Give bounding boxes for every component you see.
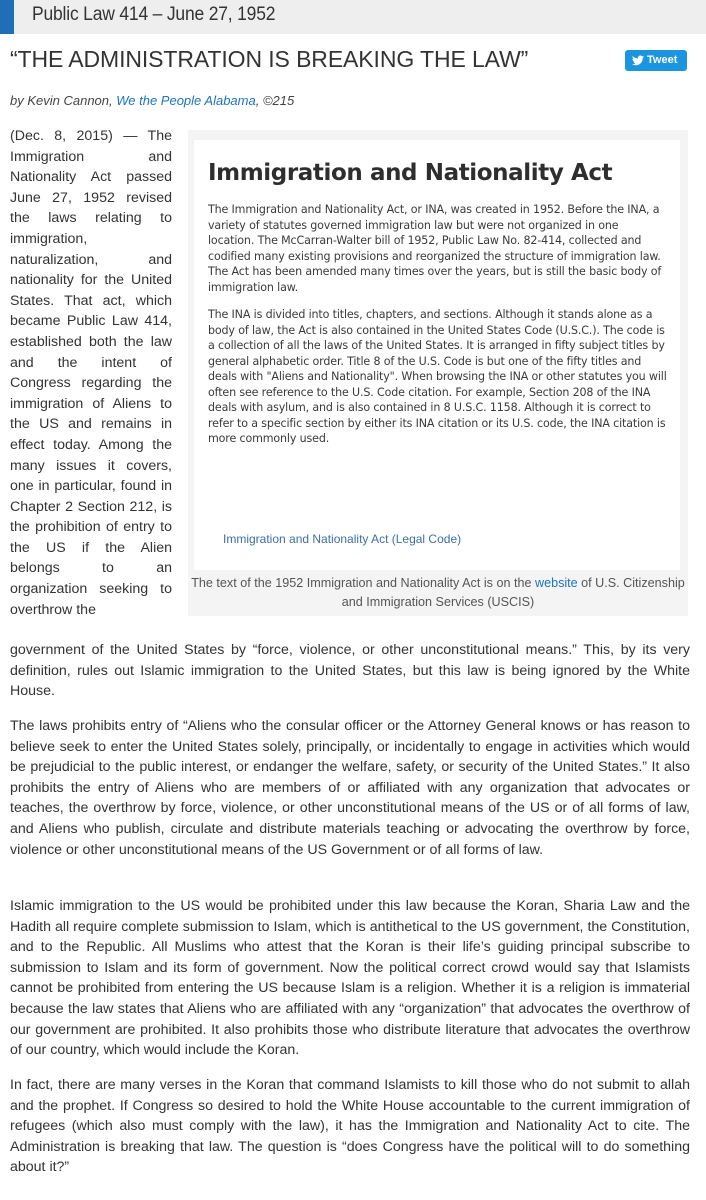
caption-suffix: of U.S. Citizenship and Immigration Services (USCIS) xyxy=(341,576,685,609)
paragraph-2: The laws prohibits entry of “Aliens who the consular officer or the Attorney General knows or has reason to believe seek to enter the United States solely, principally, or incidentally to engage in activities which would be prejudicial to the public interest, or endanger the welfare, safety, or security of the United States.” It also prohibits the entry of Aliens who are members of or affiliated with any organization that advocates or teaches, the overthrow by force, violence, or other unconstitutional means of the US or of all forms of law, and Aliens who publish, circulate and distribute materials teaching or advocating the overthrow by force, violence or other unconstitutional means of the US Government or of all forms of law. xyxy=(10,718,690,858)
byline-source-link[interactable]: We the People Alabama xyxy=(116,93,256,108)
caption-prefix: The text of the 1952 Immigration and Nationality Act is on the xyxy=(191,576,535,590)
figure-title: Immigration and Nationality Act xyxy=(208,160,613,186)
paragraph-4: In fact, there are many verses in the Koran that command Islamists to kill those who do not submit to allah and the prophet. If Congress so desired to hold the White House accountable to the current immigration of refugees (which also must comply with the law), it has the Immigration and Nationality Act to cite. The Administration is breaking that law. The question is “does Congress have the political will to do something about it?” xyxy=(10,1077,690,1176)
caption-website-link[interactable]: website xyxy=(534,576,578,590)
header-accent-bar xyxy=(0,0,14,34)
article-headline: “THE ADMINISTRATION IS BREAKING THE LAW” xyxy=(10,46,529,72)
ina-screenshot xyxy=(194,140,680,570)
tweet-button[interactable] xyxy=(625,50,687,71)
header-title: Public Law 414 – June 27, 1952 xyxy=(32,4,276,25)
byline xyxy=(10,93,294,108)
legal-code-link[interactable]: Immigration and Nationality Act (Legal Code) xyxy=(223,532,462,546)
intro-column: (Dec. 8, 2015) — The Immigration and Nationality Act passed June 27, 1952 revised the laws relating to immigration, naturalization, and nationality for the United States. That act, which became Public Law 414, established both the law and the intent of Congress regarding the immigration of Aliens to the US and remains in effect today. Among the many issues it covers, one in particular, found in Chapter 2 Section 212, is the prohibition of entry to the US if the Alien belongs to an organization seeking to overthrow the xyxy=(10,128,172,618)
header-bar xyxy=(0,0,706,34)
figure-caption xyxy=(188,574,688,612)
byline-suffix: , ©215 xyxy=(255,93,295,108)
twitter-bird-icon xyxy=(632,55,644,66)
figure-paragraph-2: The INA is divided into titles, chapters, and sections. Although it stands alone as a body of law, the Act is also contained in the United States Code (U.S.C.). The code is a collection of all the laws of the United States. It is arranged in fifty subject titles by general alphabetic order. Title 8 of the U.S. Code is but one of the fifty titles and deals with "Aliens and Nationality". When browsing the INA or other statutes you will often see reference to the U.S. Code citation. For example, Section 208 of the INA deals with asylum, and is also contained in 8 U.S.C. 1158. Although it is correct to refer to a specific section by either its INA citation or its U.S. code, the INA citation is more commonly used. xyxy=(208,308,667,445)
paragraph-3: Islamic immigration to the US would be prohibited under this law because the Koran, Sharia Law and the Hadith all require complete submission to Islam, which is antithetical to the US government, the Constitution, and to the Republic. All Muslims who attest that the Koran is their life’s guiding principal subscribe to submission to Islam and its form of government. Now the political correct crowd would say that Islamists cannot be prohibited from entering the US because Islam is a religion. Whether it is a religion is immaterial because the law states that Aliens who are affiliated with any “organization” that advocates the overthrow of our government are prohibited. It also prohibits those who distribute literature that advocates the overthrow of our country, which would include the Koran. xyxy=(10,898,690,1059)
ina-figure xyxy=(188,130,688,616)
figure-paragraph-1: The Immigration and Nationality Act, or INA, was created in 1952. Before the INA, a variety of statutes governed immigration law but were not organized in one location. The McCarran-Walter bill of 1952, Public Law No. 82-414, collected and codified many existing provisions and reorganized the structure of immigration law. The Act has been amended many times over the years, but is still the basic body of immigration law. xyxy=(208,203,662,294)
intro-continuation: government of the United States by “force, violence, or other unconstitutional means.” This, by its very definition, rules out Islamic immigration to the United States, but this law is being ignored by the White House. xyxy=(10,642,690,700)
tweet-label: Tweet xyxy=(647,54,678,66)
byline-prefix: by Kevin Cannon, xyxy=(10,93,117,108)
